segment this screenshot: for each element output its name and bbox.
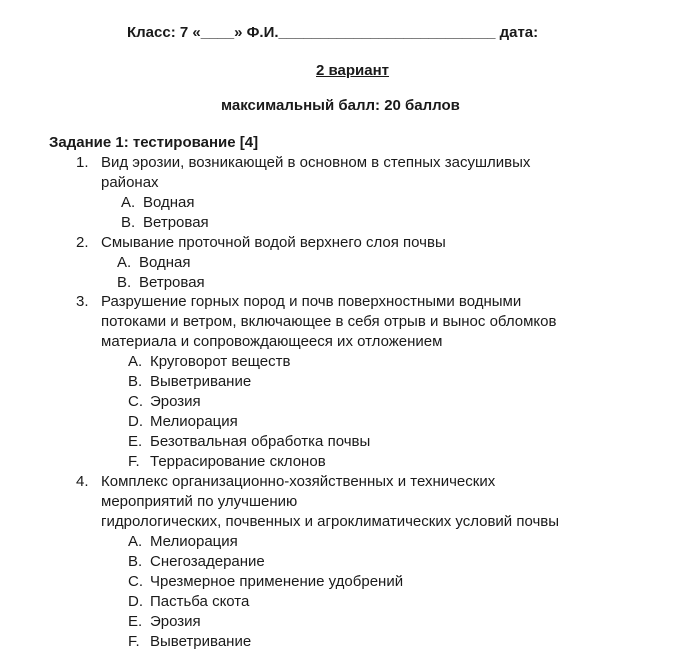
option-text: Мелиорация — [150, 533, 238, 550]
option-text: Чрезмерное применение удобрений — [150, 573, 404, 590]
question-text-line: потоками и ветром, включающее в себя отрыв и вынос обломков — [101, 313, 557, 330]
max-score: максимальный балл: 20 баллов — [221, 97, 460, 114]
question-number: 1. — [76, 154, 89, 171]
option-letter: B. — [121, 214, 136, 231]
answer-option — [128, 393, 201, 410]
option-letter: A. — [128, 533, 143, 550]
question-text-line: материала и сопровождающееся их отложением — [101, 333, 443, 350]
question-number: 3. — [76, 293, 89, 310]
answer-option — [128, 413, 238, 430]
answer-option — [128, 533, 238, 550]
task-title: Задание 1: тестирование [4] — [49, 134, 259, 151]
option-letter: D. — [128, 593, 143, 610]
option-text: Выветривание — [150, 373, 252, 390]
option-text: Эрозия — [150, 393, 201, 410]
answer-option — [128, 353, 290, 370]
variant-title: 2 вариант — [316, 62, 390, 79]
class-name-date-line: Класс: 7 «____» Ф.И.__________________________ дата: — [127, 24, 539, 41]
option-text: Водная — [143, 194, 195, 211]
option-letter: B. — [128, 553, 143, 570]
option-letter: B. — [117, 274, 132, 291]
answer-option — [128, 453, 326, 470]
question-text-line: гидрологических, почвенных и агроклиматических условий почвы — [101, 513, 560, 530]
answer-option — [117, 254, 191, 271]
option-letter: E. — [128, 613, 143, 630]
question-text-line: районах — [101, 174, 159, 191]
option-text: Безотвальная обработка почвы — [150, 433, 371, 450]
question-text-line: Разрушение горных пород и почв поверхностными водными — [101, 293, 522, 310]
question-number: 2. — [76, 234, 89, 251]
option-text: Ветровая — [139, 274, 205, 291]
option-text: Эрозия — [150, 613, 201, 630]
answer-option — [121, 194, 195, 211]
answer-option — [128, 593, 249, 610]
option-letter: A. — [117, 254, 132, 271]
option-text: Мелиорация — [150, 413, 238, 430]
answer-option — [128, 433, 370, 450]
option-letter: F. — [128, 633, 140, 650]
option-letter: B. — [128, 373, 143, 390]
option-text: Пастьба скота — [150, 593, 250, 610]
option-text: Снегозадерание — [150, 553, 265, 570]
option-text: Ветровая — [143, 214, 209, 231]
option-letter: A. — [128, 353, 143, 370]
option-letter: C. — [128, 393, 143, 410]
question-text-line: Смывание проточной водой верхнего слоя почвы — [101, 234, 446, 251]
option-text: Водная — [139, 254, 191, 271]
answer-option — [128, 613, 201, 630]
question-text-line: мероприятий по улучшению — [101, 493, 298, 510]
option-letter: C. — [128, 573, 143, 590]
option-text: Террасирование склонов — [150, 453, 326, 470]
answer-option — [121, 214, 209, 231]
answer-option — [128, 633, 251, 650]
option-letter: D. — [128, 413, 143, 430]
option-letter: F. — [128, 453, 140, 470]
option-letter: E. — [128, 433, 143, 450]
question-text-line: Комплекс организационно-хозяйственных и технических — [101, 473, 496, 490]
option-letter: A. — [121, 194, 136, 211]
cropped-top-line — [0, 0, 685, 8]
option-text: Круговорот веществ — [150, 353, 291, 370]
answer-option — [128, 373, 251, 390]
question-number: 4. — [76, 473, 89, 490]
answer-option — [128, 553, 265, 570]
option-text: Выветривание — [150, 633, 252, 650]
answer-option — [117, 274, 205, 291]
question-text-line: Вид эрозии, возникающей в основном в степных засушливых — [101, 154, 531, 171]
answer-option — [128, 573, 403, 590]
